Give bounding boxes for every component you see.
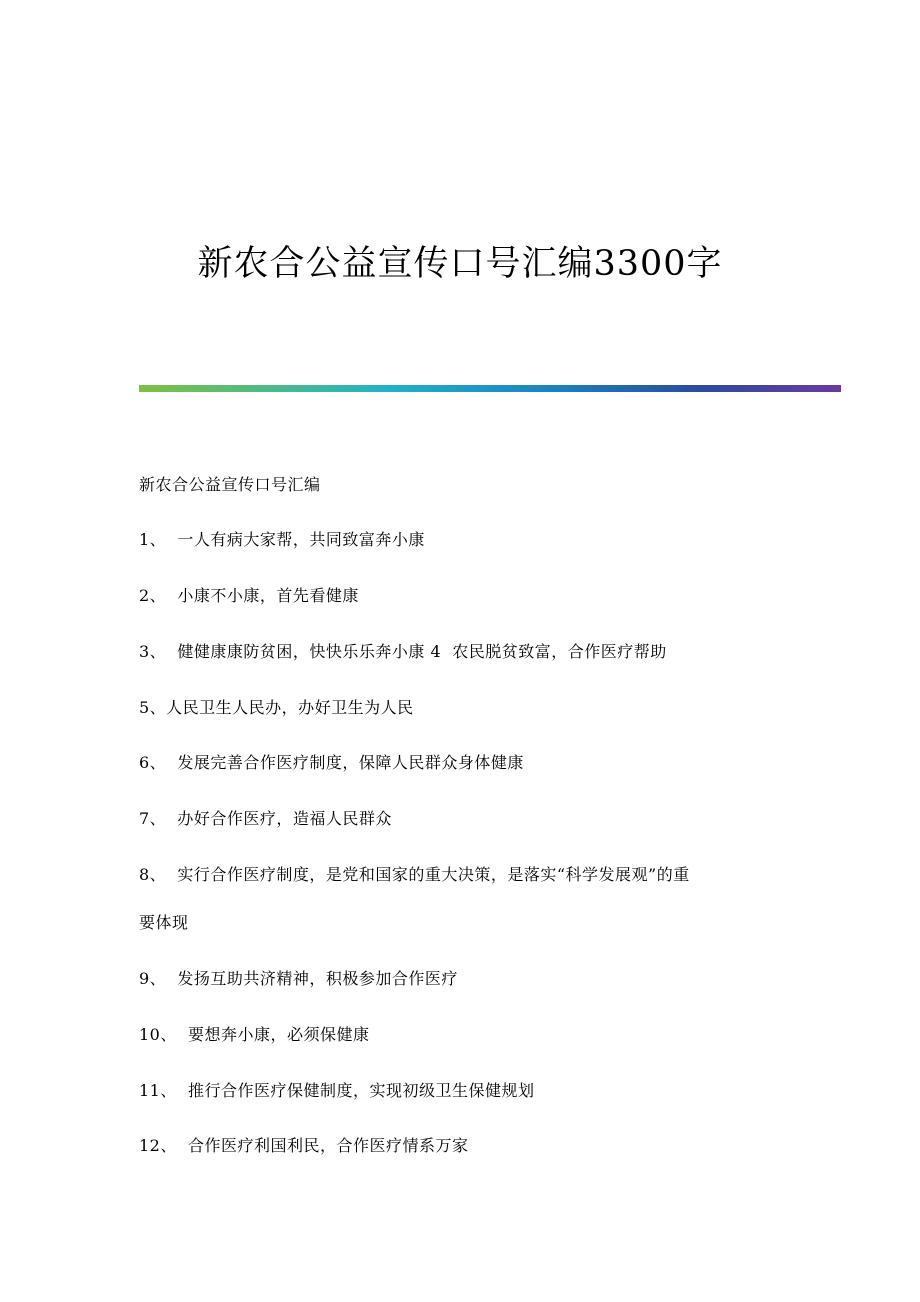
section-heading: 新农合公益宣传口号汇编 [139, 475, 321, 494]
list-item: 7、 办好合作医疗，造福人民群众 [139, 809, 392, 828]
list-item: 11、 推行合作医疗保健制度，实现初级卫生保健规划 [139, 1081, 535, 1100]
list-item-continuation: 要体现 [139, 913, 189, 932]
list-item: 1、 一人有病大家帮，共同致富奔小康 [139, 530, 425, 549]
list-item: 12、 合作医疗利国利民，合作医疗情系万家 [139, 1136, 469, 1155]
list-item: 10、 要想奔小康，必须保健康 [139, 1025, 370, 1044]
list-item: 2、 小康不小康，首先看健康 [139, 586, 359, 605]
list-item: 5、人民卫生人民办，办好卫生为人民 [139, 698, 414, 717]
list-item: 3、 健健康康防贫困，快快乐乐奔小康 4 农民脱贫致富，合作医疗帮助 [139, 642, 667, 661]
list-item: 6、 发展完善合作医疗制度，保障人民群众身体健康 [139, 753, 524, 772]
list-item: 9、 发扬互助共济精神，积极参加合作医疗 [139, 969, 458, 988]
document-title: 新农合公益宣传口号汇编3300字 [197, 244, 723, 285]
title-divider [139, 385, 841, 392]
list-item: 8、 实行合作医疗制度，是党和国家的重大决策，是落实“科学发展观”的重 [139, 865, 690, 884]
